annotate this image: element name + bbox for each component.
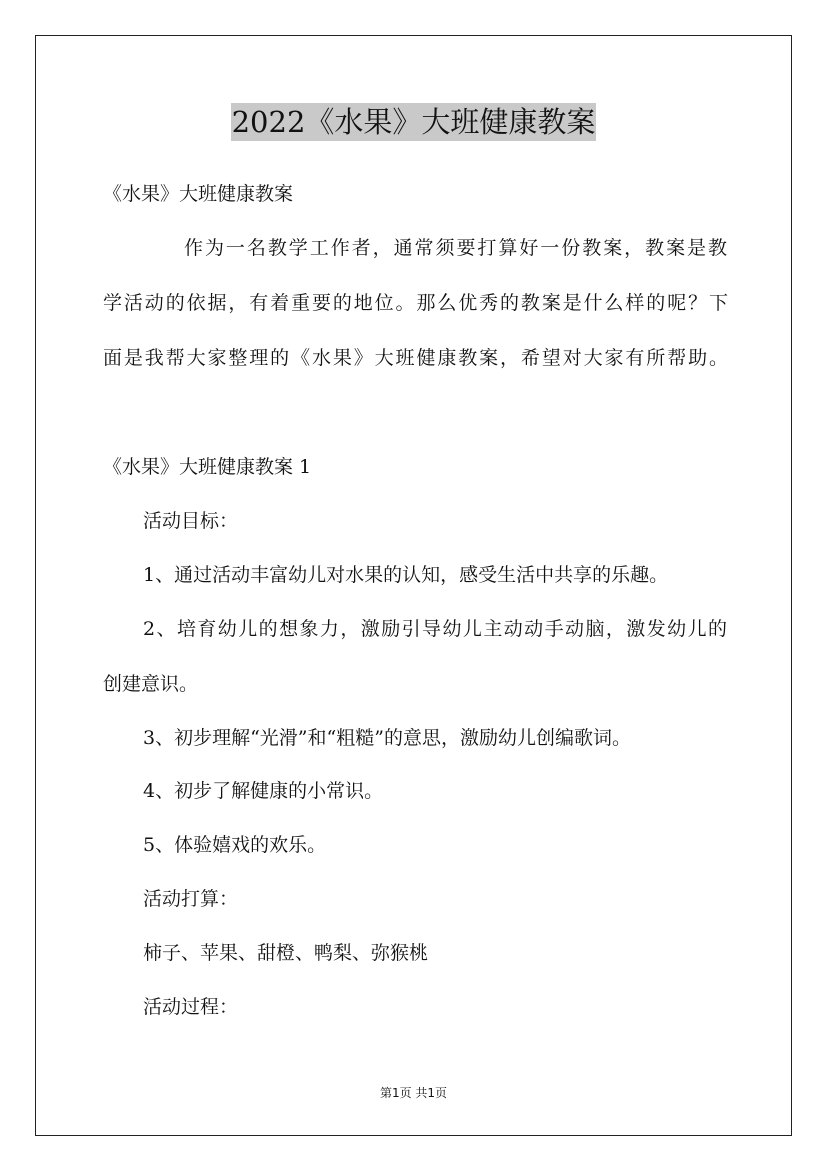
section-heading: 《水果》大班健康教案 1: [103, 456, 312, 478]
goal-item-5: 5、体验嬉戏的欢乐。: [143, 834, 327, 856]
goal-item-1: 1、通过活动丰富幼儿对水果的认知，感受生活中共享的乐趣。: [143, 564, 669, 586]
goal-item-3: 3、初步理解“光滑”和“粗糙”的意思，激励幼儿创编歌词。: [143, 727, 631, 749]
process-label: 活动过程：: [143, 996, 239, 1018]
title-container: [0, 103, 827, 141]
intro-line-1: 作为一名教学工作者，通常须要打算好一份教案，教案是教: [184, 237, 727, 259]
goal-item-2: 2、培育幼儿的想象力，激励引导幼儿主动动手动脑，激发幼儿的: [143, 618, 727, 640]
prep-items: 柿子、苹果、甜橙、鸭梨、弥猴桃: [143, 942, 429, 964]
goals-label: 活动目标：: [143, 510, 239, 532]
page-footer: 第1页 共1页: [379, 1086, 448, 1100]
goal-item-4: 4、初步了解健康的小常识。: [143, 780, 384, 802]
intro-line-3: 面是我帮大家整理的《水果》大班健康教案，希望对大家有所帮助。: [103, 347, 728, 369]
prep-label: 活动打算：: [143, 888, 239, 910]
document-title: 2022《水果》大班健康教案: [231, 105, 596, 139]
document-subtitle: 《水果》大班健康教案: [103, 183, 294, 205]
goal-item-2-continued: 创建意识。: [103, 673, 199, 695]
intro-line-2: 学活动的依据，有着重要的地位。那么优秀的教案是什么样的呢？下: [103, 292, 728, 314]
